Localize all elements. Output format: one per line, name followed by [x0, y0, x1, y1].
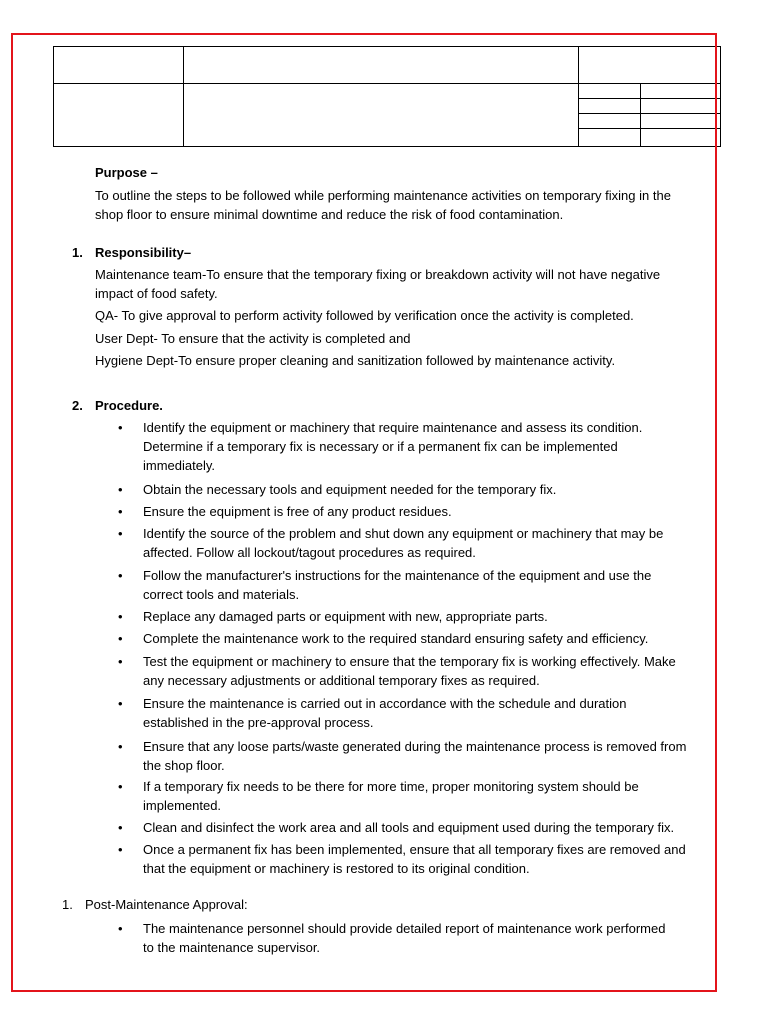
bullet-icon: • [118, 568, 123, 583]
list-item: Identify the source of the problem and shut down any equipment or machinery that may be [143, 526, 664, 541]
table-row-divider [53, 83, 720, 84]
list-item: immediately. [143, 458, 216, 473]
table-subrow-divider [578, 113, 720, 114]
responsibility-line: impact of food safety. [95, 286, 218, 301]
responsibility-line: Maintenance team-To ensure that the temporary fixing or breakdown activity will not have negative [95, 267, 661, 282]
list-item: Identify the equipment or machinery that require maintenance and assess its condition. [143, 420, 643, 435]
list-item: Clean and disinfect the work area and all tools and equipment used during the temporary fix. [143, 820, 675, 835]
table-border-left [53, 46, 54, 147]
bullet-icon: • [118, 654, 123, 669]
list-item: Determine if a temporary fix is necessary or if a permanent fix can be implemented [143, 439, 618, 454]
list-item: Ensure the equipment is free of any product residues. [143, 504, 452, 519]
bullet-icon: • [118, 609, 123, 624]
responsibility-number: 1. [72, 245, 83, 260]
table-border-top [53, 46, 720, 47]
list-item: any necessary adjustments or additional temporary fixes as required. [143, 673, 540, 688]
list-item: Test the equipment or machinery to ensure that the temporary fix is working effectively. Make [143, 654, 676, 669]
list-item: Follow the manufacturer's instructions for the maintenance of the equipment and use the [143, 568, 652, 583]
list-item: Replace any damaged parts or equipment with new, appropriate parts. [143, 609, 548, 624]
procedure-number: 2. [72, 398, 83, 413]
post-maintenance-number: 1. [62, 897, 73, 912]
list-item: Ensure the maintenance is carried out in accordance with the schedule and duration [143, 696, 627, 711]
list-item: Obtain the necessary tools and equipment needed for the temporary fix. [143, 482, 557, 497]
table-col-divider [578, 46, 579, 147]
bullet-icon: • [118, 842, 123, 857]
table-subcol-divider [640, 83, 641, 146]
list-item: implemented. [143, 798, 222, 813]
list-item: Ensure that any loose parts/waste generated during the maintenance process is removed from [143, 739, 687, 754]
bullet-icon: • [118, 739, 123, 754]
bullet-icon: • [118, 631, 123, 646]
bullet-icon: • [118, 779, 123, 794]
bullet-icon: • [118, 921, 123, 936]
list-item: Once a permanent fix has been implemented, ensure that all temporary fixes are removed and [143, 842, 686, 857]
list-item: to the maintenance supervisor. [143, 940, 321, 955]
responsibility-line: User Dept- To ensure that the activity is completed and [95, 331, 411, 346]
table-col-divider [183, 46, 184, 147]
responsibility-line: QA- To give approval to perform activity followed by verification once the activity is completed. [95, 308, 634, 323]
bullet-icon: • [118, 696, 123, 711]
list-item: established in the pre-approval process. [143, 715, 374, 730]
table-subrow-divider [578, 128, 720, 129]
responsibility-heading: Responsibility– [95, 245, 192, 260]
procedure-heading: Procedure. [95, 398, 163, 413]
bullet-icon: • [118, 482, 123, 497]
bullet-icon: • [118, 420, 123, 435]
table-border-right [720, 46, 721, 147]
bullet-icon: • [118, 504, 123, 519]
bullet-icon: • [118, 820, 123, 835]
purpose-line: shop floor to ensure minimal downtime and reduce the risk of food contamination. [95, 207, 564, 222]
purpose-line: To outline the steps to be followed while performing maintenance activities on temporary fixing in the [95, 188, 671, 203]
post-maintenance-heading: Post-Maintenance Approval: [85, 897, 248, 912]
list-item: correct tools and materials. [143, 587, 300, 602]
list-item: The maintenance personnel should provide detailed report of maintenance work performed [143, 921, 666, 936]
list-item: that the equipment or machinery is restored to its original condition. [143, 861, 530, 876]
responsibility-line: Hygiene Dept-To ensure proper cleaning and sanitization followed by maintenance activity. [95, 353, 616, 368]
purpose-heading: Purpose – [95, 165, 158, 180]
list-item: Complete the maintenance work to the required standard ensuring safety and efficiency. [143, 631, 649, 646]
bullet-icon: • [118, 526, 123, 541]
table-border-bottom [53, 146, 720, 147]
list-item: the shop floor. [143, 758, 225, 773]
list-item: affected. Follow all lockout/tagout procedures as required. [143, 545, 476, 560]
table-subrow-divider [578, 98, 720, 99]
list-item: If a temporary fix needs to be there for more time, proper monitoring system should be [143, 779, 639, 794]
